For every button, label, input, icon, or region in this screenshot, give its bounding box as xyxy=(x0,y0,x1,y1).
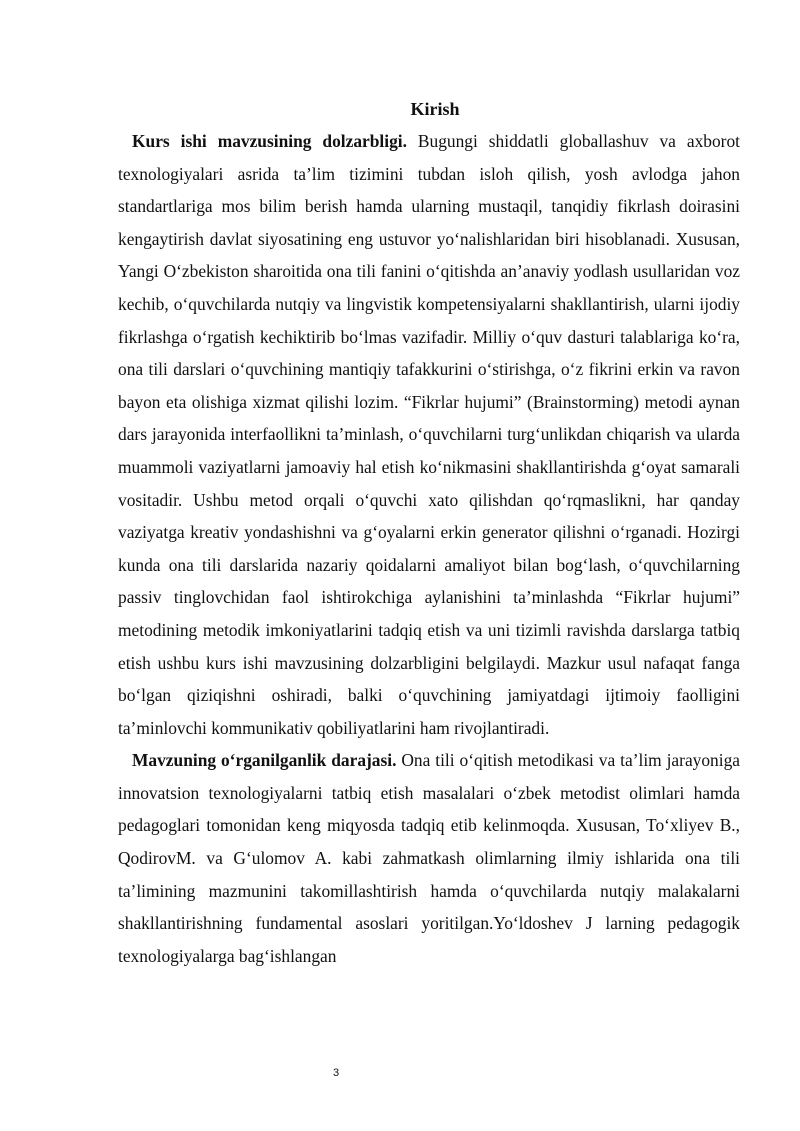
paragraph-text-relevance: Bugungi shiddatli globallashuv va axborot texnologiyalari asrida ta’lim tizimini tubdan isloh qilish, yosh avlodga jahon standartlariga mos bilim berish hamda ularning mustaqil, tanqidiy fikrlash doirasini kengaytirish davlat siyosatining eng ustuvor yo‘nalishlaridan biri hisoblanadi. Xususan, Yangi O‘zbekiston sharoitida ona tili fanini o‘qitishda an’anaviy yodlash usullaridan voz kechib, o‘quvchilarda nutqiy va lingvistik kompetensiyalarni shakllantirish, ularni ijodiy fikrlashga o‘rgatish kechiktirib bo‘lmas vazifadir. Milliy o‘quv dasturi talablariga ko‘ra, ona tili darslari o‘quvchining mantiqiy tafakkurini o‘stirishga, o‘z fikrini erkin va ravon bayon eta olishiga xizmat qilishi lozim. “Fikrlar hujumi” (Brainstorming) metodi aynan dars jarayonida interfaollikni ta’minlash, o‘quvchilarni turg‘unlikdan chiqarish va ularda muammoli vaziyatlarni jamoaviy hal etish ko‘nikmasini shakllantirishda g‘oyat samarali vositadir. Ushbu metod orqali o‘quvchi xato qilishdan qo‘rqmaslikni, har qanday vaziyatga kreativ yondashishni va g‘oyalarni erkin generator qilishni o‘rganadi. Hozirgi kunda ona tili darslarida nazariy qoidalarni amaliyot bilan bog‘lash, o‘quvchilarning passiv tinglovchidan faol ishtirokchiga aylanishini ta’minlashda “Fikrlar hujumi” metodining metodik imkoniyatlarini tadqiq etish va uni tizimli ravishda darslarga tatbiq etish ushbu kurs ishi mavzusining dolzarbligini belgilaydi. Mazkur usul nafaqat fanga bo‘lgan qiziqishni oshiradi, balki o‘quvchining jamiyatdagi ijtimoiy faolligini ta’minlovchi kommunikativ qobiliyatlarini ham rivojlantiradi. xyxy=(118,131,740,738)
paragraph-text-study-level: Ona tili o‘qitish metodikasi va ta’lim jarayoniga innovatsion texnologiyalarni tatbiq etish masalalari o‘zbek metodist olimlari hamda pedagoglari tomonidan keng miqyosda tadqiq etib kelinmoqda. Xususan, To‘xliyev B., QodirovM. va G‘ulomov A. kabi zahmatkash olimlarning ilmiy ishlarida ona tili ta’limining mazmunini takomillashtirish hamda o‘quvchilarda nutqiy malakalarni shakllantirishning fundamental asoslari yoritilgan.Yo‘ldoshev J larning pedagogik texnologiyalarga bag‘ishlangan xyxy=(118,750,740,966)
page-title: Kirish xyxy=(410,99,460,119)
paragraph-heading-study-level: Mavzuning o‘rganilganlik darajasi. xyxy=(132,750,397,771)
paragraph-heading-relevance: Kurs ishi mavzusining dolzarbligi. xyxy=(132,131,407,151)
paragraph-relevance xyxy=(118,125,740,744)
body-text xyxy=(118,125,740,972)
paragraph-study-level xyxy=(118,744,740,972)
page-number: 3 xyxy=(332,1067,340,1079)
